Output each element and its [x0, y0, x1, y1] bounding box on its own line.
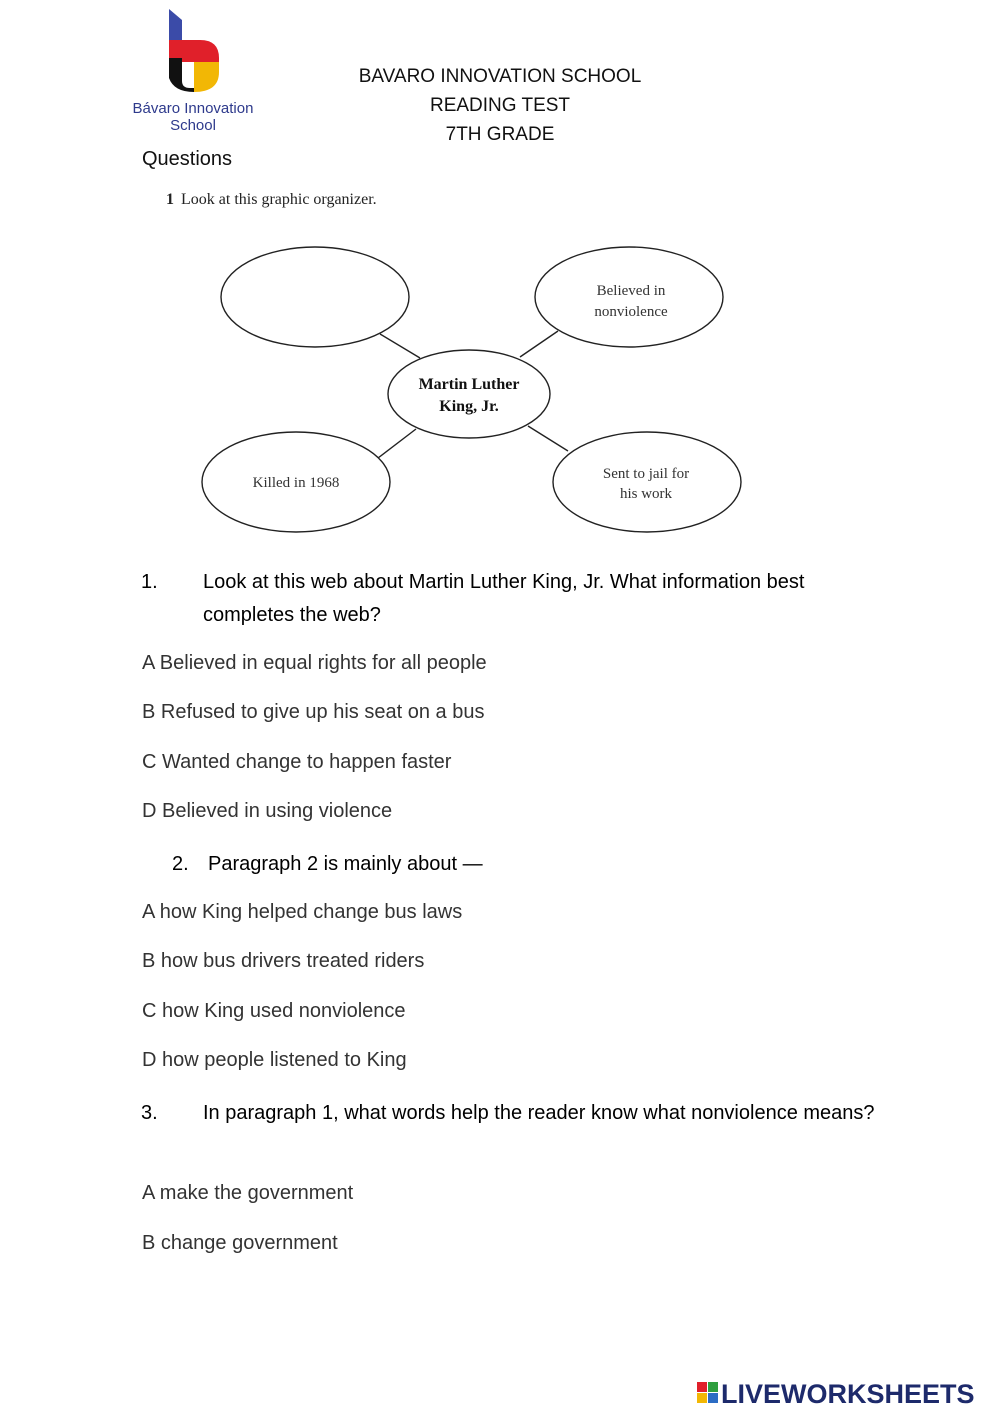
test-title: READING TEST	[429, 95, 571, 116]
school-logo-name	[118, 100, 268, 134]
node-top-left-empty	[221, 247, 409, 347]
question-text: In paragraph 1, what words help the reader know what nonviolence means?	[203, 1102, 875, 1124]
school-name: BAVARO INNOVATION SCHOOL	[358, 66, 642, 87]
connector-bottom-right	[528, 426, 568, 451]
node-bottom-right	[553, 432, 741, 532]
q1-option-a[interactable]: A Believed in equal rights for all people	[142, 652, 487, 674]
top-right-label-line1: Believed in	[596, 283, 666, 299]
question-number: 2.	[172, 853, 189, 875]
organizer-number: 1	[166, 191, 174, 208]
question-2	[172, 848, 862, 881]
graphic-organizer	[190, 236, 760, 546]
node-center	[388, 350, 550, 438]
liveworksheets-logo	[695, 1376, 995, 1410]
logo-name-line1: Bávaro Innovation	[132, 100, 254, 117]
q3-option-b[interactable]: B change government	[142, 1232, 338, 1254]
top-right-label-line2: nonviolence	[594, 304, 668, 320]
questions-title: Questions	[142, 148, 233, 170]
question-number: 3.	[141, 1102, 158, 1124]
page-header	[300, 62, 700, 149]
center-label-line2: King, Jr.	[439, 398, 499, 415]
question-3	[141, 1097, 887, 1130]
grade-label: 7TH GRADE	[445, 124, 555, 145]
organizer-intro	[166, 191, 377, 209]
connector-bottom-left	[378, 429, 416, 458]
question-text: Look at this web about Martin Luther King, Jr. What information best completes the web?	[203, 571, 805, 626]
q2-option-c[interactable]: C how King used nonviolence	[142, 1000, 406, 1022]
organizer-intro-text: Look at this graphic organizer.	[181, 191, 377, 208]
logo-name-line2: School	[170, 117, 216, 134]
connector-top-right	[520, 331, 558, 357]
bottom-right-label-line1: Sent to jail for	[602, 466, 690, 482]
q2-option-a[interactable]: A how King helped change bus laws	[142, 901, 463, 923]
q2-option-d[interactable]: D how people listened to King	[142, 1049, 407, 1071]
question-1	[141, 566, 887, 632]
q1-option-d[interactable]: D Believed in using violence	[142, 800, 393, 822]
q2-option-b[interactable]: B how bus drivers treated riders	[142, 950, 425, 972]
question-text: Paragraph 2 is mainly about —	[208, 853, 483, 875]
center-label-line1: Martin Luther	[418, 376, 520, 393]
footer-brand-text: LIVEWORKSHEETS	[721, 1379, 975, 1409]
q1-option-b[interactable]: B Refused to give up his seat on a bus	[142, 701, 485, 723]
q3-option-a[interactable]: A make the government	[142, 1182, 354, 1204]
question-number: 1.	[141, 571, 158, 593]
q1-option-c[interactable]: C Wanted change to happen faster	[142, 751, 452, 773]
bottom-left-label: Killed in 1968	[252, 475, 340, 491]
connector-top-left	[380, 334, 420, 358]
bottom-right-label-line2: his work	[619, 486, 673, 502]
